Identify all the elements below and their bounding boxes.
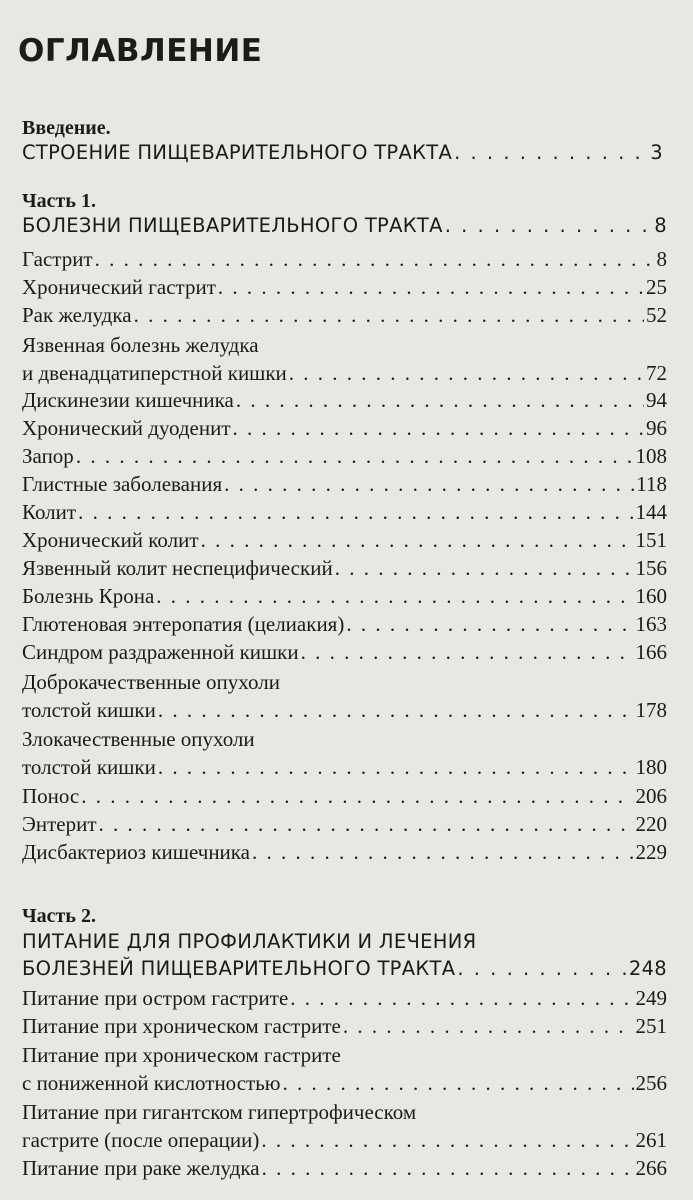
toc-page-number: 8 [654, 214, 667, 237]
toc-entry-title-line1: Язвенная болезнь желудка [22, 333, 259, 357]
toc-entry-title: Питание при хроническом гастрите [22, 1014, 341, 1038]
dot-leader [99, 811, 634, 837]
toc-entry[interactable] [22, 611, 667, 637]
toc-page-number: 151 [635, 528, 667, 552]
toc-entry-intro[interactable] [22, 140, 663, 166]
toc-page-number: 144 [635, 500, 667, 524]
toc-entry-title: Гастрит [22, 247, 93, 271]
toc-entry[interactable] [22, 725, 667, 781]
dot-leader [236, 387, 644, 413]
toc-entry[interactable] [22, 302, 667, 328]
dot-leader [156, 583, 633, 609]
dot-leader [76, 443, 634, 469]
toc-page-number: 166 [635, 640, 667, 664]
toc-entry[interactable] [22, 499, 667, 525]
toc-entry-title: гастрите (после операции) [22, 1128, 260, 1152]
part2-label: Часть 2. [22, 905, 96, 927]
dot-leader [252, 839, 633, 865]
dot-leader [224, 471, 634, 497]
dot-leader [454, 140, 648, 166]
toc-entry-title: Болезнь Крона [22, 584, 155, 608]
toc-entry-title: толстой кишки [22, 698, 156, 722]
toc-entry-title: Синдром раздраженной кишки [22, 640, 299, 664]
toc-entry-title: СТРОЕНИЕ ПИЩЕВАРИТЕЛЬНОГО ТРАКТА [22, 141, 453, 164]
toc-page-number: 3 [650, 141, 663, 164]
toc-entry[interactable] [22, 555, 667, 581]
toc-entry[interactable] [22, 415, 667, 441]
toc-entry-title: БОЛЕЗНИ ПИЩЕВАРИТЕЛЬНОГО ТРАКТА [22, 214, 443, 237]
toc-entry[interactable] [22, 1098, 667, 1154]
toc-entry[interactable] [22, 985, 667, 1011]
toc-entry[interactable] [22, 387, 667, 413]
toc-entry-title: Глистные заболевания [22, 472, 223, 496]
toc-entry[interactable] [22, 783, 667, 809]
toc-entry[interactable] [22, 527, 667, 553]
toc-page-number: 251 [635, 1014, 667, 1038]
toc-page-number: 229 [635, 840, 667, 864]
toc-entry-part2-heading[interactable] [22, 929, 667, 982]
page-title: ОГЛАВЛЕНИЕ [18, 33, 263, 69]
toc-entry-title-line1: Доброкачественные опухоли [22, 670, 280, 694]
dot-leader [289, 359, 644, 387]
toc-page-number: 266 [635, 1156, 667, 1180]
toc-entry-title: толстой кишки [22, 755, 156, 779]
toc-entry-title: Глютеновая энтеропатия (целиакия) [22, 612, 345, 636]
toc-page-number: 118 [636, 472, 667, 496]
toc-entry-title: с пониженной кислотностью [22, 1071, 281, 1095]
dot-leader [301, 639, 634, 665]
toc-entry-title: Язвенный колит неспецифический [22, 556, 333, 580]
toc-entry-title: Понос [22, 784, 80, 808]
toc-entry-title: Запор [22, 444, 74, 468]
toc-entry[interactable] [22, 331, 667, 387]
toc-page-number: 220 [635, 812, 667, 836]
toc-entry-title-line1: Злокачественные опухоли [22, 727, 255, 751]
part1-label: Часть 1. [22, 190, 96, 212]
toc-entry[interactable] [22, 1041, 667, 1097]
toc-entry-title: Хронический дуоденит [22, 416, 231, 440]
toc-page-number: 180 [635, 755, 667, 779]
dot-leader [261, 1126, 633, 1154]
intro-label: Введение. [22, 117, 111, 139]
toc-entry[interactable] [22, 639, 667, 665]
toc-entry[interactable] [22, 274, 667, 300]
toc-page-number: 261 [635, 1128, 667, 1152]
dot-leader [218, 274, 644, 300]
dot-leader [158, 753, 634, 781]
toc-entry-title: Хронический гастрит [22, 275, 216, 299]
toc-entry-title: Хронический колит [22, 528, 199, 552]
toc-entry-title: Дискинезии кишечника [22, 388, 234, 412]
dot-leader [290, 985, 633, 1011]
toc-page-number: 248 [628, 957, 667, 980]
dot-leader [201, 527, 634, 553]
dot-leader [233, 415, 644, 441]
toc-entry[interactable] [22, 1013, 667, 1039]
toc-page-number: 72 [646, 361, 667, 385]
dot-leader [262, 1155, 634, 1181]
dot-leader [158, 696, 634, 724]
toc-page-number: 94 [646, 388, 667, 412]
toc-entry-title: Питание при раке желудка [22, 1156, 260, 1180]
toc-page-number: 256 [635, 1071, 667, 1095]
toc-entry[interactable] [22, 246, 667, 272]
toc-entry[interactable] [22, 583, 667, 609]
toc-page-number: 8 [656, 247, 667, 271]
toc-entry[interactable] [22, 668, 667, 724]
dot-leader [134, 302, 644, 328]
dot-leader [457, 956, 627, 982]
toc-page-number: 249 [635, 986, 667, 1010]
toc-entry-title-line1: Питание при хроническом гастрите [22, 1043, 341, 1067]
toc-page-number: 25 [646, 275, 667, 299]
toc-entry-title: БОЛЕЗНЕЙ ПИЩЕВАРИТЕЛЬНОГО ТРАКТА [22, 957, 456, 980]
toc-entry[interactable] [22, 1155, 667, 1181]
toc-page-number: 52 [646, 303, 667, 327]
toc-entry-title: Дисбактериоз кишечника [22, 840, 251, 864]
dot-leader [81, 783, 633, 809]
toc-entry[interactable] [22, 811, 667, 837]
dot-leader [343, 1013, 634, 1039]
toc-entry-part1-heading[interactable] [22, 213, 667, 239]
toc-page-number: 160 [635, 584, 667, 608]
toc-page-number: 163 [635, 612, 667, 636]
toc-entry-title-line1: ПИТАНИЕ ДЛЯ ПРОФИЛАКТИКИ И ЛЕЧЕНИЯ [22, 930, 477, 953]
toc-entry-title: Рак желудка [22, 303, 132, 327]
toc-page-number: 96 [646, 416, 667, 440]
toc-page-number: 108 [635, 444, 667, 468]
toc-entry-title-line1: Питание при гигантском гипертрофическом [22, 1100, 417, 1124]
dot-leader [95, 246, 655, 272]
toc-entry-title: Колит [22, 500, 77, 524]
toc-page-number: 156 [635, 556, 667, 580]
dot-leader [335, 555, 634, 581]
toc-entry-title: Энтерит [22, 812, 97, 836]
toc-page-number: 206 [635, 784, 667, 808]
dot-leader [78, 499, 633, 525]
toc-entry-title: Питание при остром гастрите [22, 986, 289, 1010]
dot-leader [282, 1069, 633, 1097]
toc-page-number: 178 [635, 698, 667, 722]
dot-leader [445, 213, 653, 239]
toc-entry[interactable] [22, 839, 667, 865]
toc-entry[interactable] [22, 443, 667, 469]
toc-entry-title: и двенадцатиперстной кишки [22, 361, 287, 385]
toc-entry[interactable] [22, 471, 667, 497]
dot-leader [346, 611, 633, 637]
